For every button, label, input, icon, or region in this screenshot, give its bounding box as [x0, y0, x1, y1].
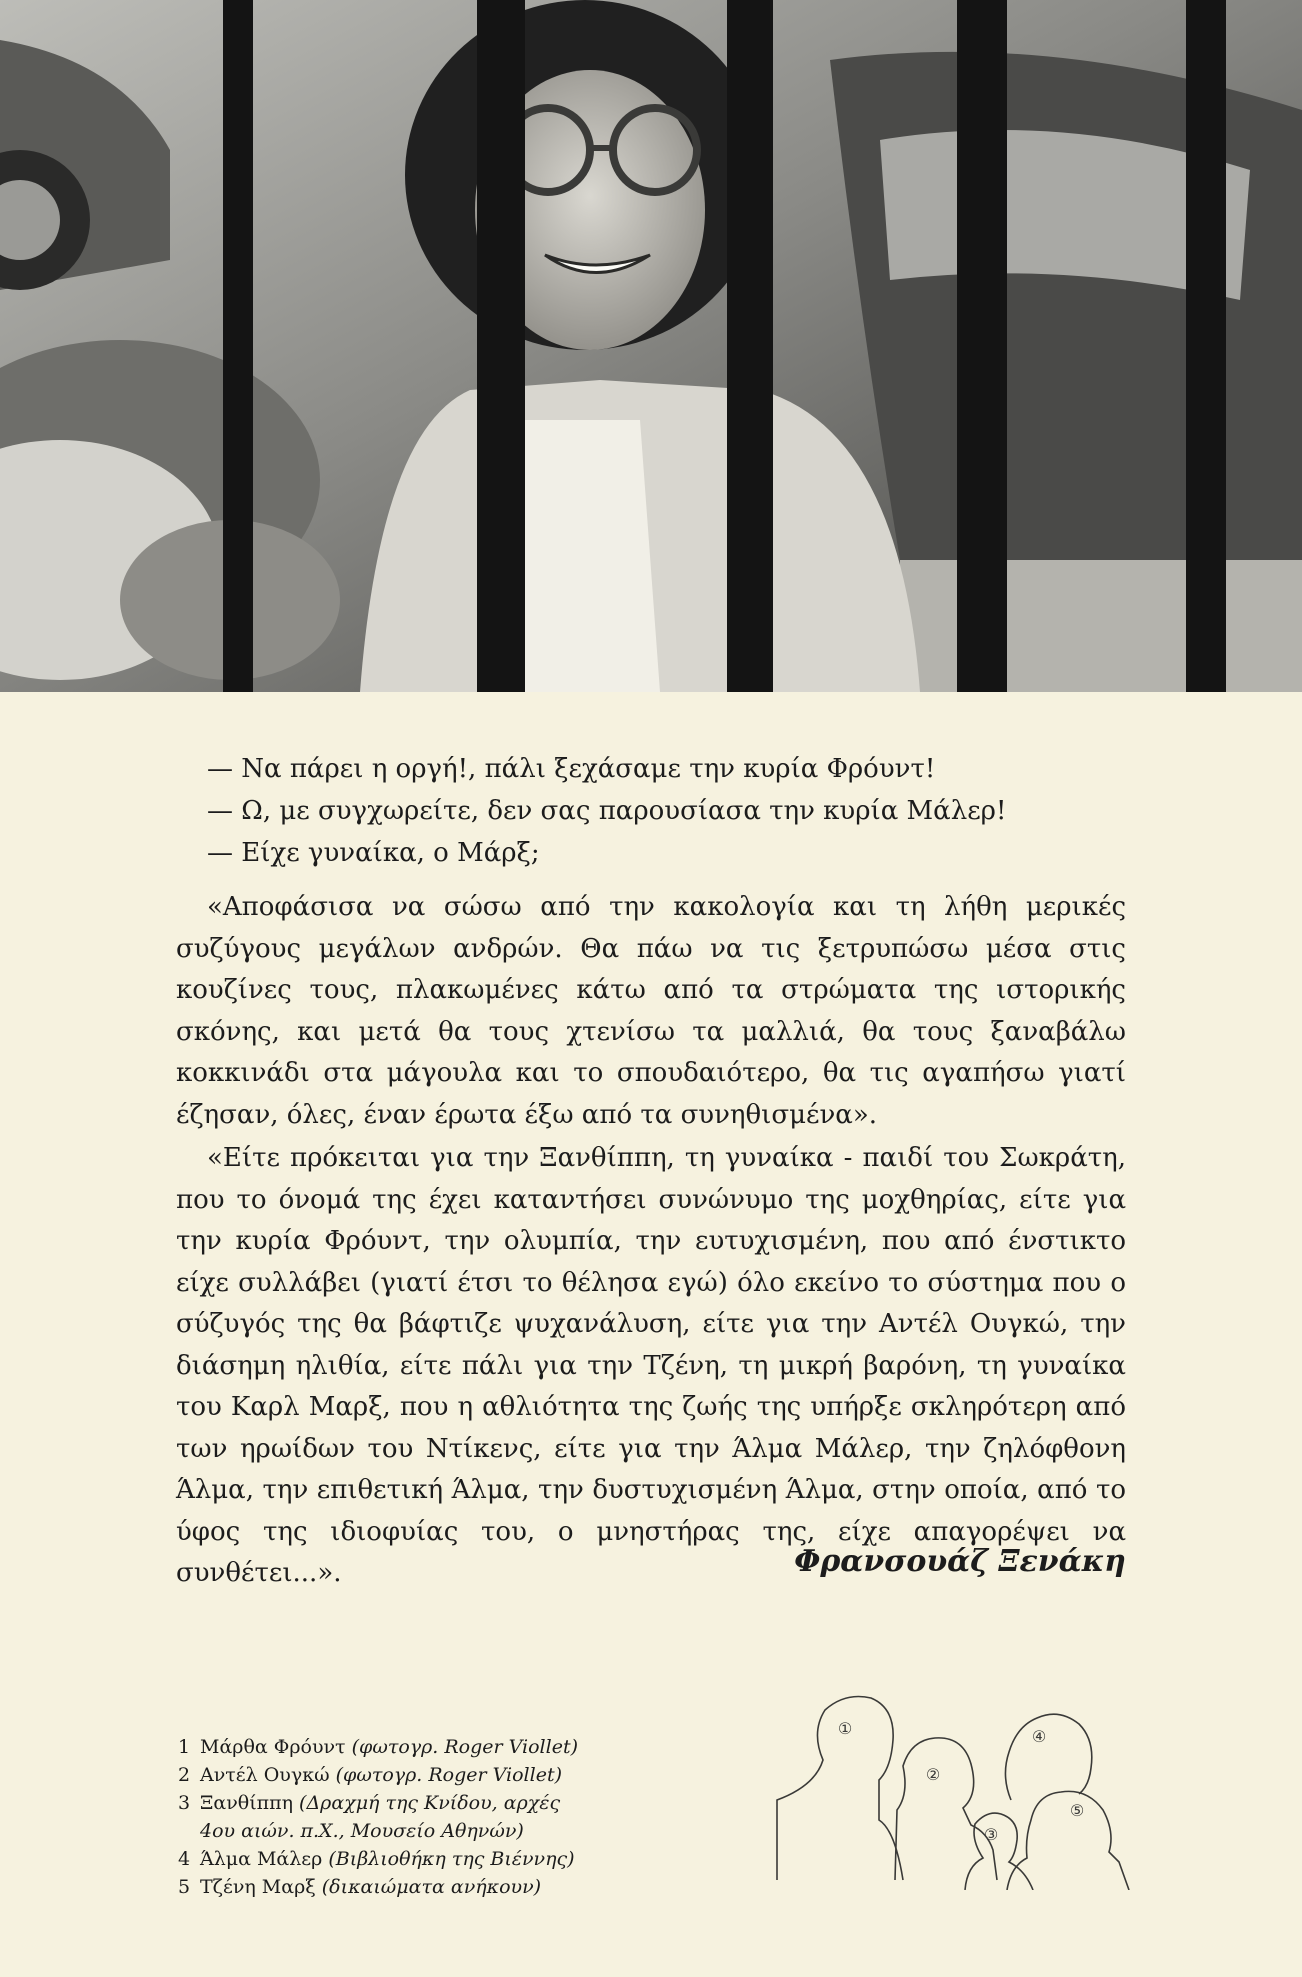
caption-credit: (φωτογρ. Roger Viollet) — [335, 1764, 562, 1786]
caption-item — [178, 1789, 618, 1845]
caption-name: Τζένη Μαρξ — [200, 1876, 316, 1898]
caption-credit-continued: 4ου αιών. π.Χ., Μουσείο Αθηνών) — [200, 1820, 524, 1842]
caption-number: 2 — [178, 1764, 191, 1786]
dialogue-block — [207, 748, 1107, 874]
caption-name: Μάρθα Φρόυντ — [200, 1736, 346, 1758]
caption-credit: (Βιβλιοθήκη της Βιέννης) — [328, 1848, 575, 1870]
diagram-label-5: ⑤ — [1069, 1801, 1085, 1820]
caption-number: 5 — [178, 1876, 191, 1898]
caption-name: Ξανθίππη — [200, 1792, 293, 1814]
diagram-label-2: ② — [925, 1765, 941, 1784]
caption-credit: (δικαιώματα ανήκουν) — [321, 1876, 542, 1898]
quote-paragraph-1: «Αποφάσισα να σώσω από την κακολογία και τη λήθη μερικές συζύγους μεγάλων ανδρών. Θα πάω να τις ξετρυπώσω μέσα στις κουζίνες τους, πλακωμένες κάτω από τα στρώματα της ιστορικής σκόνης, και μετά θα τους χτενίσω τα μαλλιά, θα τους ξαναβάλω κοκκινάδι στα μάγουλα και το σπουδαιότερο, θα τις αγαπήσω γιατί έζησαν, όλες, έναν έρωτα έξω από τα συνηθισμένα». — [176, 892, 1126, 1130]
caption-number: 4 — [178, 1848, 191, 1870]
caption-credit: (φωτογρ. Roger Viollet) — [351, 1736, 578, 1758]
silhouette-4-outline — [1005, 1714, 1091, 1800]
portrait-behind-bars-image — [0, 0, 1302, 692]
diagram-label-3: ③ — [983, 1825, 999, 1844]
caption-item — [178, 1733, 618, 1761]
cover-photo — [0, 0, 1302, 692]
caption-number: 3 — [178, 1792, 191, 1814]
diagram-label-1: ① — [837, 1719, 853, 1738]
portraits-key-diagram — [775, 1690, 1135, 1890]
caption-credit: (Δραχμή της Κνίδου, αρχές — [299, 1792, 561, 1814]
quote-paragraph-2: «Είτε πρόκειται για την Ξανθίππη, τη γυναίκα - παιδί του Σωκράτη, που το όνομά της έχει καταντήσει συνώνυμο της μοχθηρίας, είτε για την κυρία Φρόυντ, την ολυμπία, την ευτυχισμένη, που από ένστικτο είχε συλλάβει (γιατί έτσι το θέλησα εγώ) όλο εκείνο το σύστημα που ο σύζυγός της θα βάφτιζε ψυχανάλυση, είτε για την Αντέλ Ουγκώ, την διάσημη ηλιθία, είτε πάλι για την Τζένη, τη μικρή βαρόνη, τη γυναίκα του Καρλ Μαρξ, που η αθλιότητα της ζωής της υπήρξε σκληρότερη από των ηρωίδων του Ντίκενς, είτε για την Άλμα Μάλερ, την ζηλόφθονη Άλμα, την επιθετική Άλμα, την δυστυχισμένη Άλμα, στην οποία, από το ύφος της ιδιοφυίας του, ο μνηστήρας της, είχε απαγορέψει να συνθέτει...». — [176, 1143, 1126, 1588]
author-signature: Φρανσουάζ Ξενάκη — [794, 1544, 1126, 1579]
caption-number: 1 — [178, 1736, 191, 1758]
photo-captions — [178, 1733, 618, 1901]
dialogue-line: — Να πάρει η οργή!, πάλι ξεχάσαμε την κυρία Φρόυντ! — [207, 754, 936, 784]
silhouette-3-outline — [965, 1813, 1033, 1890]
caption-item — [178, 1873, 618, 1901]
dialogue-line: — Είχε γυναίκα, ο Μάρξ; — [207, 838, 540, 868]
caption-name: Αντέλ Ουγκώ — [200, 1764, 330, 1786]
caption-item — [178, 1761, 618, 1789]
dialogue-line: — Ω, με συγχωρείτε, δεν σας παρουσίασα την κυρία Μάλερ! — [207, 796, 1007, 826]
diagram-label-4: ④ — [1031, 1727, 1047, 1746]
caption-name: Άλμα Μάλερ — [200, 1848, 323, 1870]
caption-item — [178, 1845, 618, 1873]
